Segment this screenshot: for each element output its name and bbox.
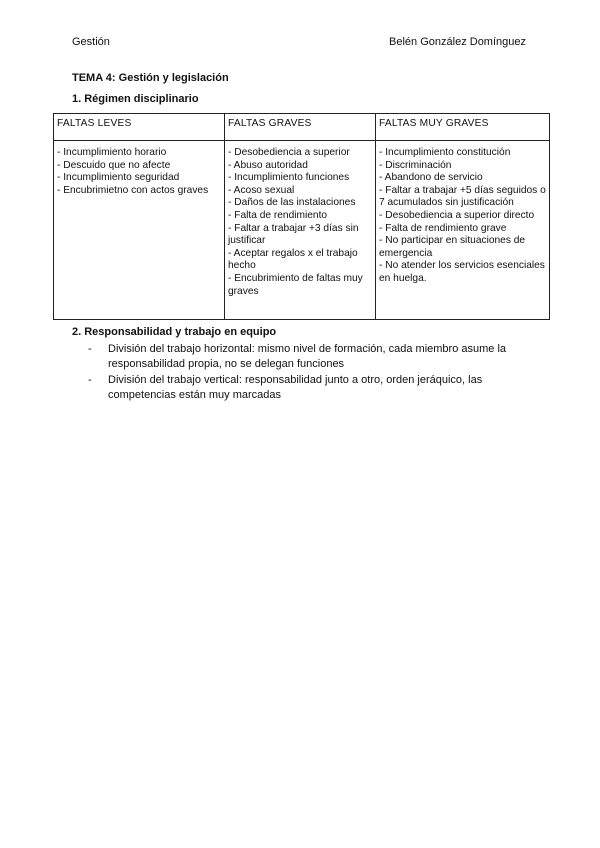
list-item: - No atender los servicios esenciales en huelga.: [379, 260, 545, 284]
list-item: - Acoso sexual: [228, 184, 295, 196]
responsabilidad-list: [88, 342, 528, 404]
list-item: - Encubrimietno con actos graves: [57, 184, 209, 196]
document-title: TEMA 4: Gestión y legislación: [72, 72, 229, 84]
table-header-row: [54, 114, 550, 141]
column-header-leves: FALTAS LEVES: [54, 114, 225, 141]
list-item-text: División del trabajo vertical: responsabilidad junto a otro, orden jeráquico, las competencias están muy marcadas: [108, 374, 483, 401]
list-item: - Falta de rendimiento: [228, 209, 328, 221]
cell-faltas-leves: [54, 141, 225, 320]
list-item: - Aceptar regalos x el trabajo hecho: [228, 247, 358, 272]
section-heading-regimen: 1. Régimen disciplinario: [72, 93, 199, 105]
faltas-table: [53, 113, 550, 320]
cell-faltas-muy-graves: [376, 141, 550, 320]
list-item: - Faltar a trabajar +3 días sin justificar: [228, 222, 359, 247]
list-item: - Desobediencia a superior directo: [379, 209, 535, 221]
list-item: - Daños de las instalaciones: [228, 197, 356, 209]
bullet-dash: -: [88, 343, 92, 355]
table-row: [54, 141, 550, 320]
cell-faltas-graves: [225, 141, 376, 320]
list-item: - Incumplimiento constitución: [379, 147, 511, 158]
list-item: - Falta de rendimiento grave: [379, 222, 507, 234]
header-subject: Gestión: [72, 36, 110, 48]
list-item: - Faltar a trabajar +5 días seguidos o 7 acumulados sin justificación: [379, 184, 546, 209]
bullet-dash: -: [88, 374, 92, 386]
list-item: [88, 342, 528, 372]
list-item: - Encubrimiento de faltas muy graves: [228, 272, 363, 297]
list-item: - No participar en situaciones de emergencia: [379, 235, 526, 259]
list-item: - Discriminación: [379, 159, 452, 171]
list-item: - Descuido que no afecte: [57, 159, 171, 171]
list-item: [88, 373, 528, 403]
list-item: - Abuso autoridad: [228, 159, 308, 171]
list-item: - Incumplimiento seguridad: [57, 172, 180, 184]
list-item: - Incumplimiento funciones: [228, 172, 350, 184]
column-header-muy-graves: FALTAS MUY GRAVES: [376, 114, 550, 141]
list-item-text: División del trabajo horizontal: mismo nivel de formación, cada miembro asume la responsabilidad propia, no se delegan funciones: [108, 343, 507, 370]
section-heading-responsabilidad: 2. Responsabilidad y trabajo en equipo: [72, 326, 277, 338]
list-item: - Desobediencia a superior: [228, 147, 350, 158]
column-header-graves: FALTAS GRAVES: [225, 114, 376, 141]
list-item: - Abandono de servicio: [379, 172, 483, 184]
list-item: - Incumplimiento horario: [57, 147, 167, 158]
header-author: Belén González Domínguez: [389, 36, 526, 48]
